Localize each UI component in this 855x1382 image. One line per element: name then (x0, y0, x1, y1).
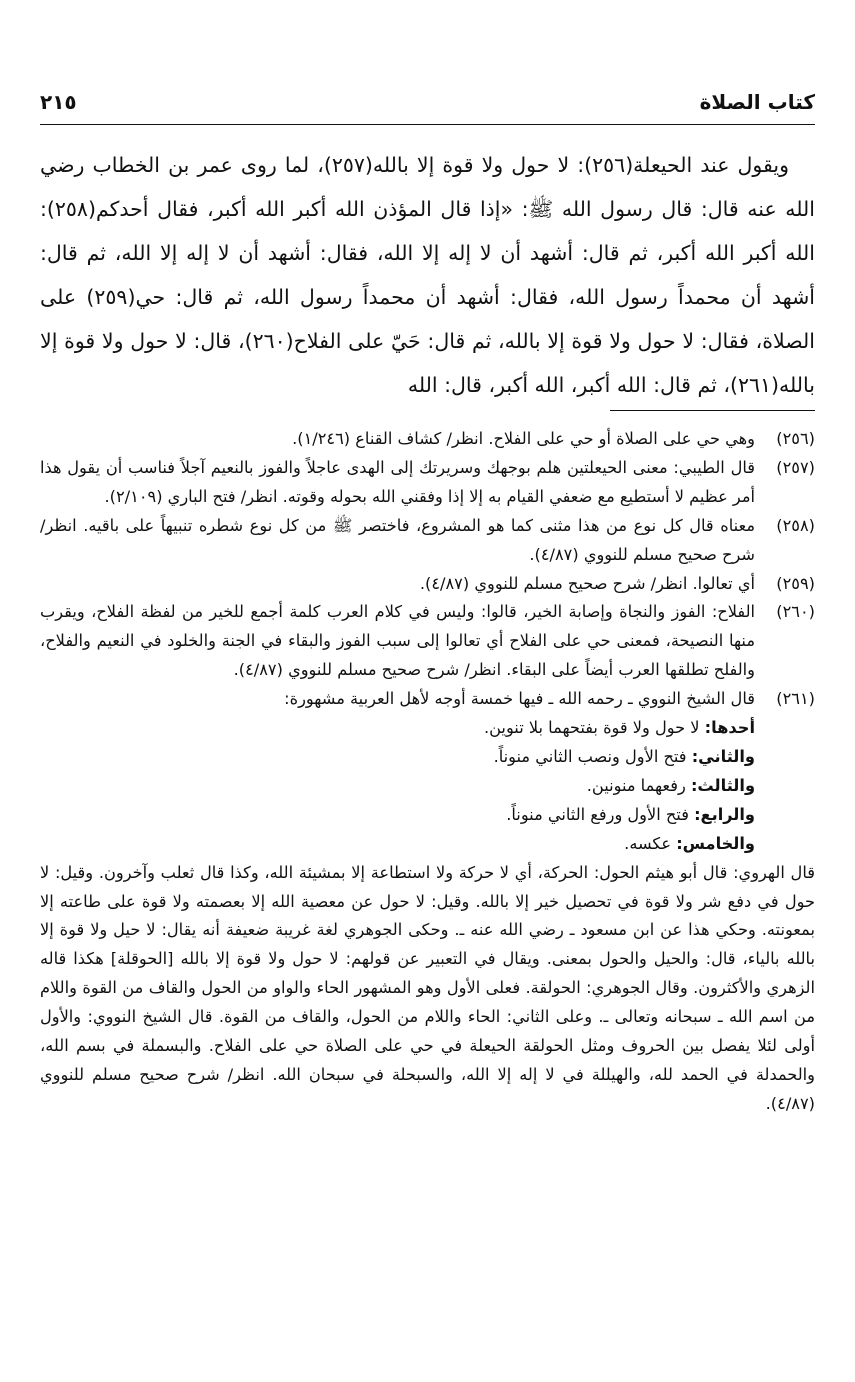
footnotes (40, 425, 815, 1119)
footnote-text: معناه قال كل نوع من هذا مثنى كما هو المشروع، فاختصر ﷺ من كل نوع شطره تنبيهاً على باقيه. انظر/ شرح صحيح مسلم للنووي (٤/٨٧). (40, 515, 755, 564)
footnote (40, 425, 815, 454)
page-header (40, 78, 815, 114)
footnote-number: (٢٥٩) (776, 573, 815, 593)
form-label: والثاني: (691, 746, 755, 766)
page-number: ٢١٥ (40, 90, 77, 114)
footnote-intro: قال الشيخ النووي ـ رحمه الله ـ فيها خمسة أوجه لأهل العربية مشهورة: (284, 689, 755, 709)
footnote (40, 454, 815, 512)
footnote-form (40, 830, 755, 859)
footnote-text: وهي حي على الصلاة أو حي على الفلاح. انظر/ كشاف القناع (١/٢٤٦). (292, 429, 755, 448)
footnote-number: (٢٦٠) (776, 602, 815, 622)
footnote-text: أي تعالوا. انظر/ شرح صحيح مسلم للنووي (٤/٨٧). (419, 573, 755, 593)
footnote-separator (610, 410, 815, 411)
form-text: فتح الأول ورفع الثاني منوناً. (506, 804, 695, 824)
main-paragraph: ويقول عند الحيعلة(٢٥٦): لا حول ولا قوة إلا بالله(٢٥٧)، لما روى عمر بن الخطاب رضي الله عنه قال: قال رسول الله ﷺ: «إذا قال المؤذن الله أكبر الله أكبر، فقال أحدكم(٢٥٨): الله أكبر الله أكبر، ثم قال: أشهد أن لا إله إلا الله، فقال: أشهد أن لا إله إلا الله، ثم قال: أشهد أن محمداً رسول الله، فقال: أشهد أن محمداً رسول الله، ثم قال: حي(٢٥٩) على الصلاة، فقال: لا حول ولا قوة إلا بالله، ثم قال: حَيّ على الفلاح(٢٦٠)، قال: لا حول ولا قوة إلا بالله(٢٦١)، ثم قال: الله أكبر، الله أكبر، قال: الله (40, 153, 815, 397)
footnote (40, 570, 815, 599)
footnote-form (40, 801, 755, 830)
form-text: رفعهما منونين. (586, 775, 691, 795)
footnote (40, 512, 815, 570)
footnote-number: (٢٥٦) (776, 429, 815, 448)
main-text (40, 143, 815, 407)
form-text: فتح الأول ونصب الثاني منوناً. (493, 746, 692, 766)
footnote-number: (٢٥٧) (776, 457, 815, 477)
footnote-continuation: قال الهروي: قال أبو هيثم الحول: الحركة، أي لا حركة ولا استطاعة إلا بمشيئة الله، وكذا قال ثعلب وآخرون. وقيل: لا حول في دفع شر ولا قوة في تحصيل خير إلا بالله. وقيل: لا حول عن معصية الله إلا بعصمته ولا قوة على طاعته إلا بمعونته. وحكي هذا عن ابن مسعود ـ رضي الله عنه ـ. وحكى الجوهري لغة غريبة ضعيفة أنه يقال: لا حيل ولا قوة إلا بالله بالياء، قال: والحيل والحول بمعنى. ويقال في التعبير عن قولهم: لا حول ولا قوة إلا بالله [الحوقلة] هكذا قاله الزهري والأكثرون. وقال الجوهري: الحولقة. فعلى الأول وهو المشهور الحاء والواو من الحول والقاف من القوة واللام من اسم الله ـ سبحانه وتعالى ـ. وعلى الثاني: الحاء واللام من الحول، والقاف من القوة. قال الشيخ النووي: والأول أولى لئلا يفصل بين الحروف ومثل الحولقة الحيعلة في حي على الصلاة حي على الفلاح. والبسملة في بسم الله، والحمدلة في الحمد لله، والهيللة في لا إله إلا الله، والسبحلة في سبحان الله. انظر/ شرح صحيح مسلم للنووي (٤/٨٧). (40, 862, 815, 1113)
form-label: والثالث: (690, 775, 755, 795)
footnote-number: (٢٦١) (776, 689, 815, 709)
footnote-text: قال الطيبي: معنى الحيعلتين هلم بوجهك وسريرتك إلى الهدى عاجلاً والفوز بالنعيم آجلاً فناسب أن يقول هذا أمر عظيم لا أستطيع مع ضعفي القيام به إلا إذا وفقني الله بحوله وقوته. انظر/ فتح الباري (٢/١٠٩). (40, 457, 755, 506)
footnote (40, 685, 815, 858)
footnote-form (40, 714, 755, 743)
form-label: والخامس: (676, 833, 755, 853)
form-text: لا حول ولا قوة بفتحهما بلا تنوين. (483, 718, 705, 738)
form-label: أحدها: (704, 718, 755, 738)
form-label: والرابع: (694, 804, 755, 824)
header-rule (40, 124, 815, 125)
form-text: عكسه. (624, 833, 677, 853)
footnote-number: (٢٥٨) (776, 515, 815, 535)
running-title: كتاب الصلاة (699, 90, 815, 114)
footnote-form (40, 743, 755, 772)
footnote-text: الفلاح: الفوز والنجاة وإصابة الخير، قالوا: وليس في كلام العرب كلمة أجمع للخير من لفظة الفلاح، ويقرب منها النصيحة، فمعنى حي على الفلاح أي تعالوا إلى سبب الفوز والبقاء في الجنة والخلود في النعيم والفلاح، والفلح تطلقها العرب أيضاً على البقاء. انظر/ شرح صحيح مسلم للنووي (٤/٨٧). (40, 602, 755, 680)
footnote-form (40, 772, 755, 801)
footnote (40, 598, 815, 685)
